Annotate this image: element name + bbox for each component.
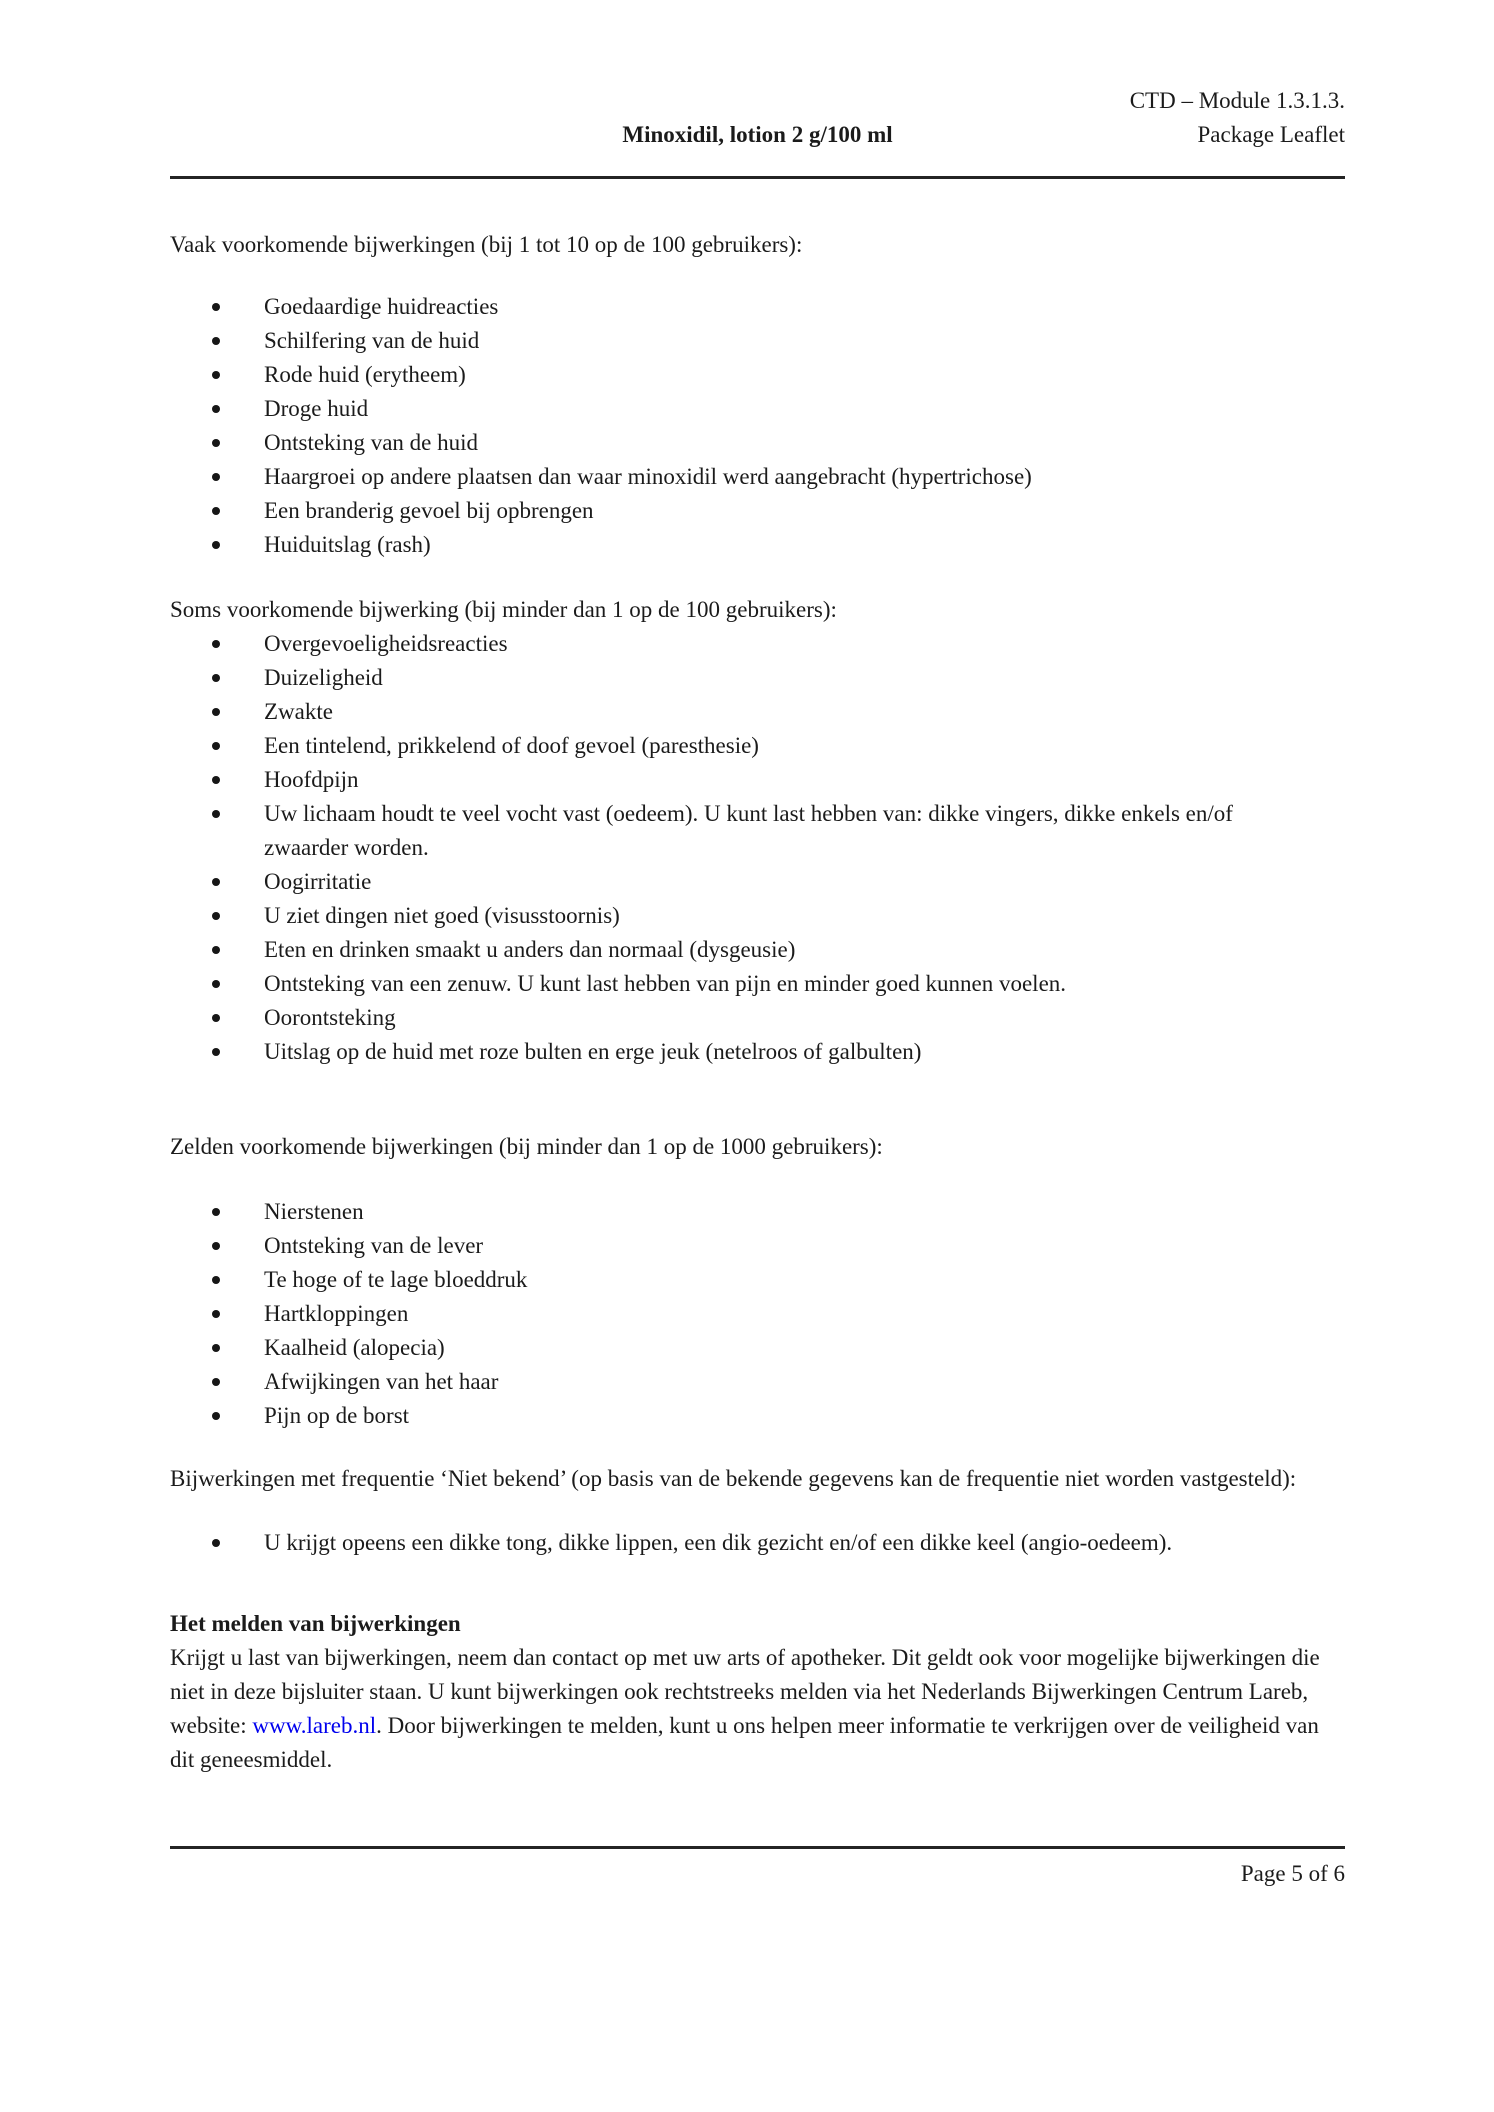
list-item bbox=[170, 1035, 1345, 1069]
list-item bbox=[170, 494, 1345, 528]
list-item bbox=[170, 763, 1345, 797]
reporting-paragraph bbox=[170, 1641, 1345, 1777]
list-item-text: Zwakte bbox=[264, 699, 333, 724]
reporting-heading: Het melden van bijwerkingen bbox=[170, 1611, 461, 1636]
bullet-icon bbox=[212, 776, 220, 784]
list-item-text: Ontsteking van de lever bbox=[264, 1233, 484, 1258]
list-item bbox=[170, 933, 1345, 967]
footer-rule bbox=[170, 1846, 1345, 1849]
list-item bbox=[170, 1297, 1345, 1331]
list-item bbox=[170, 1001, 1345, 1035]
list-item-text: Duizeligheid bbox=[264, 665, 383, 690]
bullet-icon bbox=[212, 541, 220, 549]
header-module-line: CTD – Module 1.3.1.3. bbox=[1129, 88, 1345, 113]
bullet-icon bbox=[212, 980, 220, 988]
bullet-icon bbox=[212, 708, 220, 716]
bullet-icon bbox=[212, 742, 220, 750]
list-item bbox=[170, 460, 1345, 494]
list-item-text: Ontsteking van een zenuw. U kunt last hebben van pijn en minder goed kunnen voelen. bbox=[264, 971, 1067, 996]
list-item bbox=[170, 528, 1345, 562]
bullet-icon bbox=[212, 674, 220, 682]
bullet-icon bbox=[212, 1208, 220, 1216]
list-item bbox=[170, 627, 1345, 661]
bullet-icon bbox=[212, 640, 220, 648]
bullet-icon bbox=[212, 303, 220, 311]
list-item-text: Rode huid (erytheem) bbox=[264, 362, 466, 387]
list-item bbox=[170, 695, 1345, 729]
header-rule bbox=[170, 176, 1345, 179]
list-item bbox=[170, 1331, 1345, 1365]
reporting-text-before-link: Krijgt u last van bijwerkingen, neem dan contact op met uw arts of apotheker. Dit geldt ook voor mogelijke bijwerkingen die niet in deze bijsluiter staan. U kunt bijwerkingen ook rechtstreeks melden via het Nederlands Bijwerkingen Centrum Lareb, website: bbox=[170, 1645, 1320, 1738]
bullet-icon bbox=[212, 1310, 220, 1318]
list-item bbox=[170, 392, 1345, 426]
bullet-icon bbox=[212, 912, 220, 920]
document-type: Package Leaflet bbox=[1197, 122, 1345, 147]
list-item-text: Uitslag op de huid met roze bulten en erge jeuk (netelroos of galbulten) bbox=[264, 1039, 922, 1064]
list-item-text: U ziet dingen niet goed (visusstoornis) bbox=[264, 903, 620, 928]
bullet-icon bbox=[212, 337, 220, 345]
list-item-text: Pijn op de borst bbox=[264, 1403, 410, 1428]
section-heading-niet-bekend: Bijwerkingen met frequentie ‘Niet bekend’ (op basis van de bekende gegevens kan de frequentie niet worden vastgesteld): bbox=[170, 1466, 1297, 1491]
list-item-text: Ontsteking van de huid bbox=[264, 430, 478, 455]
list-item bbox=[170, 967, 1345, 1001]
list-item-text: Kaalheid (alopecia) bbox=[264, 1335, 445, 1360]
bullet-icon bbox=[212, 878, 220, 886]
list-item-text: Een branderig gevoel bij opbrengen bbox=[264, 498, 594, 523]
bullet-icon bbox=[212, 1344, 220, 1352]
list-niet-bekend bbox=[170, 1526, 1345, 1560]
bullet-icon bbox=[212, 1539, 220, 1547]
list-vaak bbox=[170, 290, 1345, 562]
list-item bbox=[170, 899, 1345, 933]
bullet-icon bbox=[212, 810, 220, 818]
page-number-label: Page 5 of 6 bbox=[1240, 1861, 1345, 1886]
list-item bbox=[170, 290, 1345, 324]
list-item-text: Nierstenen bbox=[264, 1199, 364, 1224]
page-header bbox=[170, 84, 1345, 179]
list-item-text: Afwijkingen van het haar bbox=[264, 1369, 499, 1394]
list-item-text: Schilfering van de huid bbox=[264, 328, 480, 353]
list-item-text: Overgevoeligheidsreacties bbox=[264, 631, 508, 656]
header-title-line bbox=[170, 118, 1345, 152]
section-heading-zelden: Zelden voorkomende bijwerkingen (bij minder dan 1 op de 1000 gebruikers): bbox=[170, 1134, 883, 1159]
bullet-icon bbox=[212, 1048, 220, 1056]
list-item bbox=[170, 1399, 1345, 1433]
bullet-icon bbox=[212, 1242, 220, 1250]
list-item-text: Goedaardige huidreacties bbox=[264, 294, 499, 319]
product-title: Minoxidil, lotion 2 g/100 ml bbox=[622, 122, 893, 147]
list-item-text: Een tintelend, prikkelend of doof gevoel (paresthesie) bbox=[264, 733, 759, 758]
bullet-icon bbox=[212, 1276, 220, 1284]
list-item-text: Droge huid bbox=[264, 396, 369, 421]
list-item bbox=[170, 324, 1345, 358]
list-item bbox=[170, 1526, 1345, 1560]
list-item bbox=[170, 729, 1345, 763]
section-heading-soms: Soms voorkomende bijwerking (bij minder dan 1 op de 100 gebruikers): bbox=[170, 597, 837, 622]
bullet-icon bbox=[212, 439, 220, 447]
list-item-text: Huiduitslag (rash) bbox=[264, 532, 431, 557]
list-item bbox=[170, 1229, 1345, 1263]
list-item bbox=[170, 1365, 1345, 1399]
bullet-icon bbox=[212, 946, 220, 954]
list-item bbox=[170, 865, 1345, 899]
list-item bbox=[170, 661, 1345, 695]
list-item-text: Hartkloppingen bbox=[264, 1301, 409, 1326]
bullet-icon bbox=[212, 1378, 220, 1386]
list-item bbox=[170, 797, 1345, 865]
bullet-icon bbox=[212, 1014, 220, 1022]
lareb-link[interactable]: www.lareb.nl bbox=[252, 1713, 377, 1738]
bullet-icon bbox=[212, 507, 220, 515]
list-item bbox=[170, 358, 1345, 392]
list-item-text: U krijgt opeens een dikke tong, dikke lippen, een dik gezicht en/of een dikke keel (angio-oedeem). bbox=[264, 1530, 1173, 1555]
list-zelden bbox=[170, 1195, 1345, 1433]
list-item-text: Oogirritatie bbox=[264, 869, 372, 894]
list-item-text: Uw lichaam houdt te veel vocht vast (oedeem). U kunt last hebben van: dikke vingers, dikke enkels en/of zwaarder worden. bbox=[264, 801, 1233, 860]
list-item-text: Eten en drinken smaakt u anders dan normaal (dysgeusie) bbox=[264, 937, 796, 962]
list-item bbox=[170, 1263, 1345, 1297]
list-soms bbox=[170, 627, 1345, 1069]
bullet-icon bbox=[212, 371, 220, 379]
reporting-text-after-link: . Door bijwerkingen te melden, kunt u ons helpen meer informatie te verkrijgen over de veiligheid van dit geneesmiddel. bbox=[170, 1713, 1319, 1772]
section-heading-vaak: Vaak voorkomende bijwerkingen (bij 1 tot 10 op de 100 gebruikers): bbox=[170, 232, 803, 257]
list-item-text: Oorontsteking bbox=[264, 1005, 396, 1030]
list-item-text: Te hoge of te lage bloeddruk bbox=[264, 1267, 528, 1292]
list-item-text: Haargroei op andere plaatsen dan waar minoxidil werd aangebracht (hypertrichose) bbox=[264, 464, 1032, 489]
bullet-icon bbox=[212, 473, 220, 481]
list-item-text: Hoofdpijn bbox=[264, 767, 359, 792]
list-item bbox=[170, 1195, 1345, 1229]
bullet-icon bbox=[212, 405, 220, 413]
bullet-icon bbox=[212, 1412, 220, 1420]
list-item bbox=[170, 426, 1345, 460]
